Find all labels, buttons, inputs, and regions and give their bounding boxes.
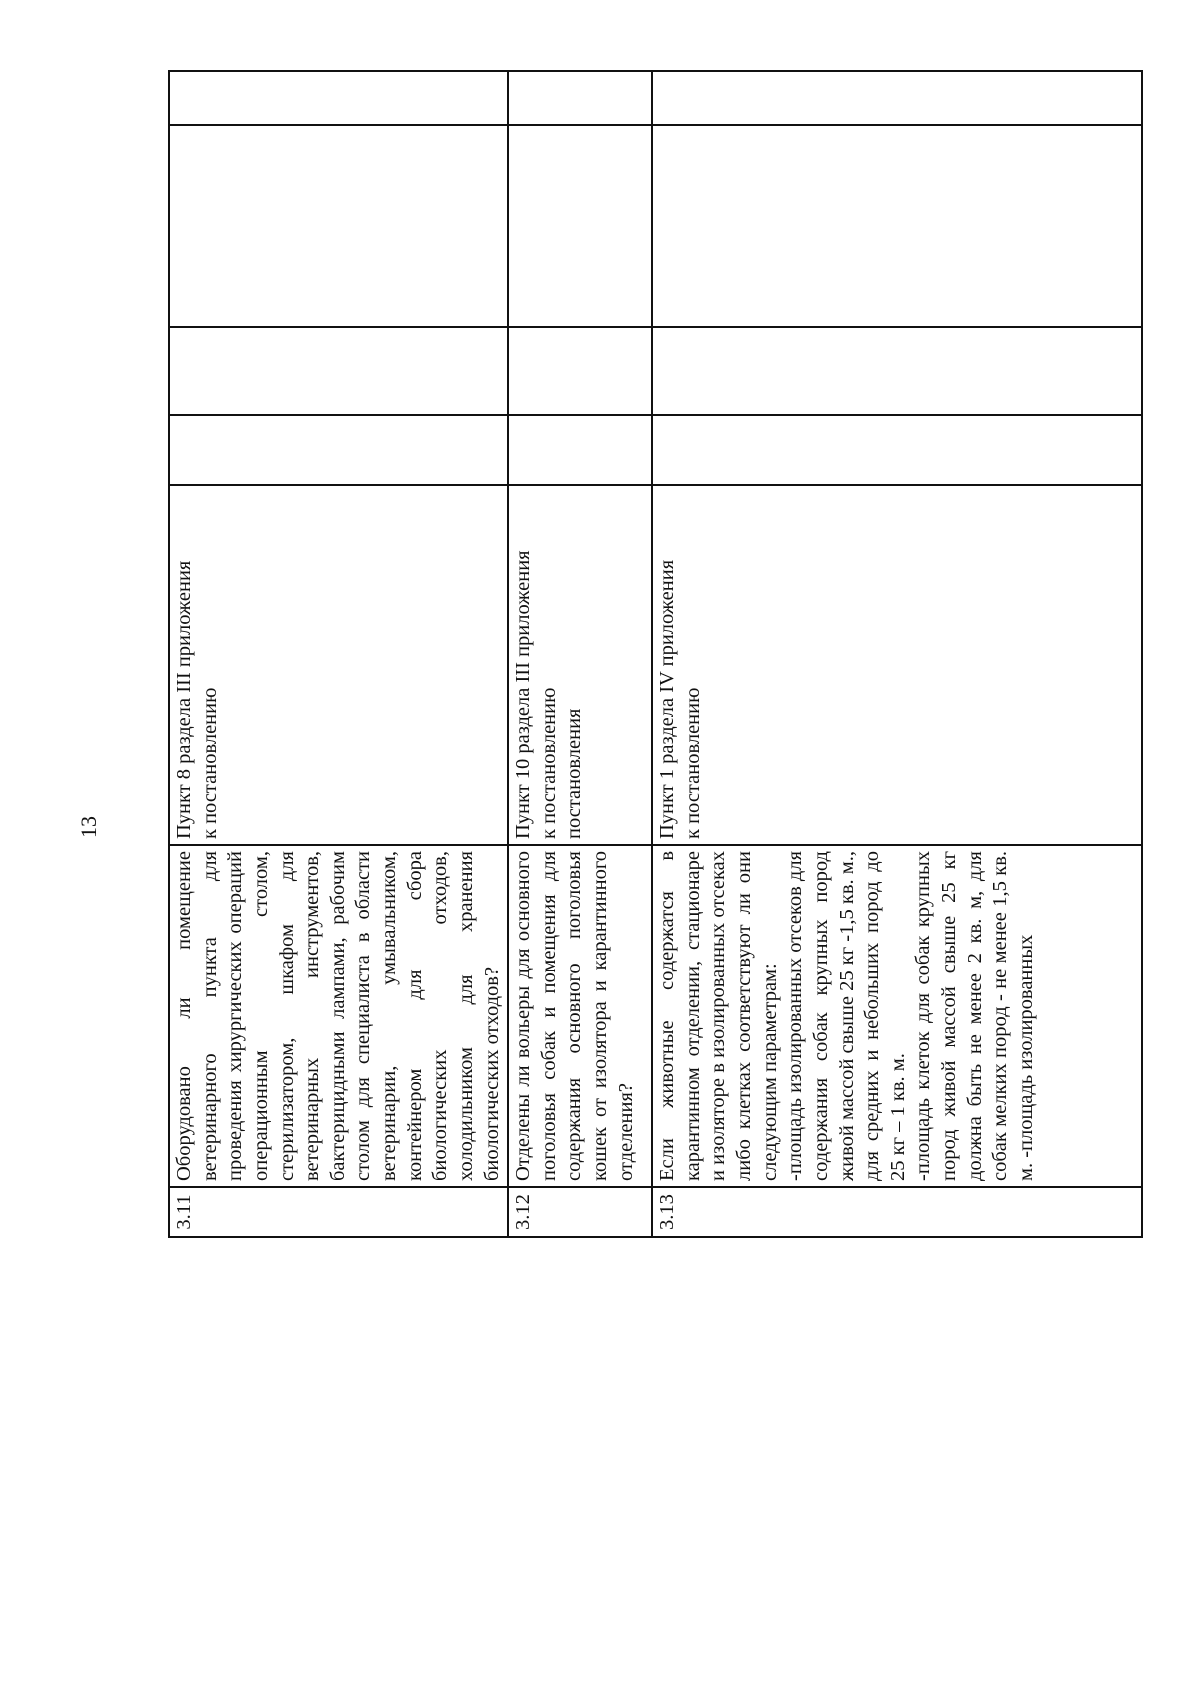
page-number: 13 — [76, 816, 101, 838]
question-text: Оборудовано ли помещение ветеринарного пункта для проведения хирургических операций операционным столом, стерилизатором, шкафом для ветеринарных инструментов, бактерицидными лампами, рабочим столом для специалиста в области ветеринарии, умывальником, контейнером для сбора биологических отходов, холодильником для хранения биологических отходов? — [173, 851, 503, 1181]
legal-reference — [652, 485, 1142, 845]
reference-line: к постановлению — [681, 687, 704, 839]
row-number: 3.13 — [652, 1187, 1142, 1237]
table-row — [508, 71, 652, 1237]
requirement-question — [169, 845, 508, 1187]
empty-cell — [652, 71, 1142, 125]
empty-cell — [169, 327, 508, 415]
question-text: -площадь изолированных отсеков для содержания собак крупных пород живой массой свыше 25 кг -1,5 кв. м., для средних и небольших пород до 25 кг – 1 кв. м. — [784, 851, 909, 1181]
requirement-question — [652, 845, 1142, 1187]
reference-line: к постановлению — [537, 687, 560, 839]
reference-line: Пункт 1 раздела IV приложения — [656, 559, 679, 839]
empty-cell — [652, 125, 1142, 327]
requirement-question — [508, 845, 652, 1187]
empty-cell — [508, 71, 652, 125]
checklist-table — [168, 70, 1143, 1238]
empty-cell — [652, 415, 1142, 485]
row-number: 3.12 — [508, 1187, 652, 1237]
question-text: Если животные содержатся в карантинном отделении, стационаре и изоляторе в изолированных отсеках либо клетках соответствуют ли они следующим параметрам: — [656, 851, 781, 1181]
table-row — [652, 71, 1142, 1237]
reference-line: Пункт 8 раздела III приложения — [173, 560, 195, 839]
empty-cell — [652, 327, 1142, 415]
reference-line: Пункт 10 раздела III приложения — [512, 550, 535, 839]
rotated-table-container — [168, 72, 1121, 1238]
table-row — [169, 71, 508, 1237]
empty-cell — [508, 415, 652, 485]
legal-reference — [169, 485, 508, 845]
question-text: Отделены ли вольеры для основного поголовья собак и помещения для содержания основного поголовья кошек от изолятора и карантинного отделения? — [512, 851, 637, 1181]
empty-cell — [169, 415, 508, 485]
reference-line: постановления — [563, 708, 586, 839]
empty-cell — [508, 327, 652, 415]
empty-cell — [508, 125, 652, 327]
reference-line: к постановлению — [198, 687, 221, 839]
legal-reference — [508, 485, 652, 845]
question-text: -площадь клеток для собак крупных пород живой массой свыше 25 кг должна быть не менее 2 кв. м, для собак мелких пород - не менее 1,5 кв. м. -площадь изолированных — [912, 851, 1037, 1181]
empty-cell — [169, 125, 508, 327]
row-number: 3.11 — [169, 1187, 508, 1237]
empty-cell — [169, 71, 508, 125]
